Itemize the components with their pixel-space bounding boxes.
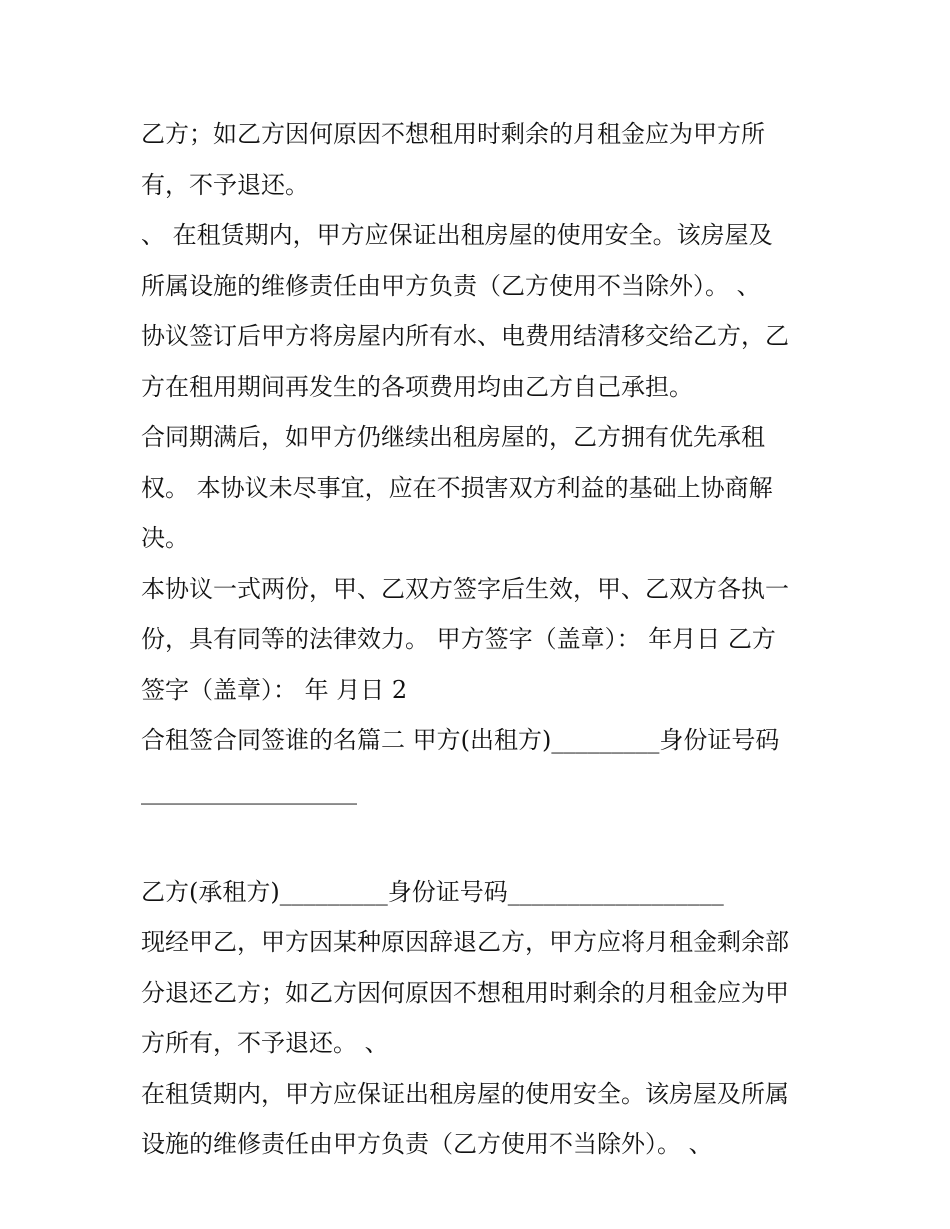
document-body (141, 109, 821, 1170)
text-line: 协议签订后甲方将房屋内所有水、电费用结清移交给乙方，乙 (141, 322, 789, 350)
text-line: 乙方(承租方)_________身份证号码__________________ (141, 877, 724, 906)
text-line: 、 在租赁期内，甲方应保证出租房屋的使用安全。该房屋及 (141, 221, 773, 249)
text-line: 合同期满后，如甲方仍继续出租房屋的，乙方拥有优先承租 (141, 423, 765, 451)
text-line: 乙方；如乙方因何原因不想租用时剩余的月租金应为甲方所 (141, 120, 765, 148)
text-line: 签字（盖章）： 年 月日 2 (141, 675, 408, 704)
text-line: 方在租用期间再发生的各项费用均由乙方自己承担。 (141, 372, 693, 401)
text-line: 所属设施的维修责任由甲方负责（乙方使用不当除外）。 、 (141, 271, 761, 300)
text-line: __________________ (141, 776, 357, 805)
text-line: 方所有，不予退还。 、 (141, 1029, 389, 1057)
text-line: 决。 (141, 524, 189, 552)
text-line: 有，不予退还。 (141, 170, 309, 199)
text-line: 在租赁期内，甲方应保证出租房屋的使用安全。该房屋及所属 (141, 1079, 789, 1108)
text-line: 份，具有同等的法律效力。 甲方签字（盖章）： 年月日 乙方 (141, 625, 776, 653)
text-line: 现经甲乙，甲方因某种原因辞退乙方，甲方应将月租金剩余部 (141, 928, 789, 956)
text-line: 本协议一式两份，甲、乙双方签字后生效，甲、乙双方各执一 (141, 574, 789, 603)
text-line: 设施的维修责任由甲方负责（乙方使用不当除外）。 、 (141, 1130, 713, 1158)
text-line: 分退还乙方；如乙方因何原因不想租用时剩余的月租金应为甲 (141, 978, 789, 1007)
text-line: 合租签合同签谁的名篇二 甲方(出租方)_________身份证号码 (141, 726, 780, 754)
text-line: 权。 本协议未尽事宜，应在不损害双方利益的基础上协商解 (141, 473, 773, 502)
spacer (141, 816, 821, 867)
